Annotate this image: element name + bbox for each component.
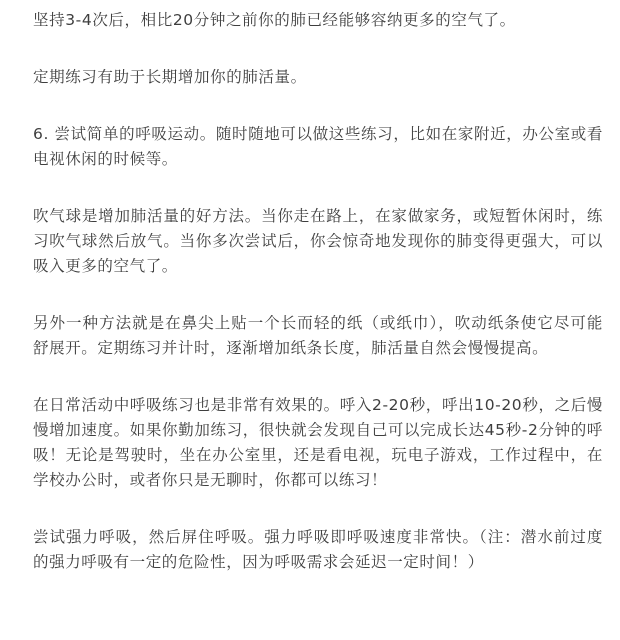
paragraph-paper-strip-method: 另外一种方法就是在鼻尖上贴一个长而轻的纸（或纸巾），吹动纸条使它尽可能舒展开。定期练习并计时，逐渐增加纸条长度，肺活量自然会慢慢提高。 (33, 314, 603, 357)
paragraph-lung-capacity-result: 坚持3-4次后，相比20分钟之前你的肺已经能够容纳更多的空气了。 (33, 11, 516, 29)
paragraph-balloon-method: 吹气球是增加肺活量的好方法。当你走在路上，在家做家务，或短暂休闲时，练习吹气球然后放气。当你多次尝试后，你会惊奇地发现你的肺变得更强大，可以吸入更多的空气了。 (33, 207, 603, 275)
article-body (33, 8, 603, 607)
paragraph-regular-practice: 定期练习有助于长期增加你的肺活量。 (33, 68, 307, 86)
paragraph-step-6-breathing-exercises: 6. 尝试简单的呼吸运动。随时随地可以做这些练习，比如在家附近，办公室或看电视休闲的时候等。 (33, 125, 603, 168)
paragraph-daily-breathing-practice: 在日常活动中呼吸练习也是非常有效果的。呼入2-20秒，呼出10-20秒，之后慢慢增加速度。如果你勤加练习，很快就会发现自己可以完成长达45秒-2分钟的呼吸！无论是驾驶时，坐在办公室里，还是看电视，玩电子游戏，工作过程中，在学校办公时，或者你只是无聊时，你都可以练习！ (33, 396, 603, 489)
paragraph-power-breathing: 尝试强力呼吸，然后屏住呼吸。强力呼吸即呼吸速度非常快。（注：潜水前过度的强力呼吸有一定的危险性，因为呼吸需求会延迟一定时间！） (33, 528, 603, 571)
